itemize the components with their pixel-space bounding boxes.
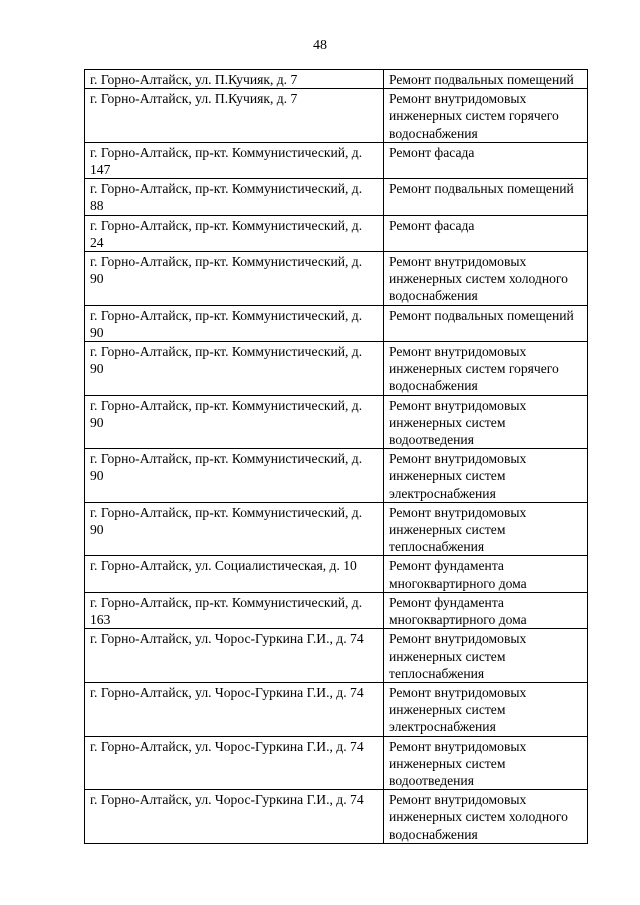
- work-cell: Ремонт внутридомовых инженерных систем теплоснабжения: [384, 502, 588, 556]
- address-cell: г. Горно-Алтайск, пр-кт. Коммунистический, д. 90: [85, 395, 384, 449]
- work-cell: Ремонт внутридомовых инженерных систем горячего водоснабжения: [384, 342, 588, 396]
- table-row: [85, 556, 588, 592]
- work-cell: Ремонт внутридомовых инженерных систем холодного водоснабжения: [384, 790, 588, 844]
- work-cell: Ремонт внутридомовых инженерных систем холодного водоснабжения: [384, 252, 588, 306]
- table-row: [85, 502, 588, 556]
- work-cell: Ремонт подвальных помещений: [384, 70, 588, 89]
- address-cell: г. Горно-Алтайск, пр-кт. Коммунистический, д. 90: [85, 252, 384, 306]
- address-cell: г. Горно-Алтайск, ул. Чорос-Гуркина Г.И., д. 74: [85, 736, 384, 790]
- work-cell: Ремонт фундамента многоквартирного дома: [384, 556, 588, 592]
- works-table: [84, 69, 588, 844]
- table-row: [85, 629, 588, 683]
- table-row: [85, 142, 588, 178]
- address-cell: г. Горно-Алтайск, пр-кт. Коммунистический, д. 147: [85, 142, 384, 178]
- table-row: [85, 682, 588, 736]
- work-cell: Ремонт внутридомовых инженерных систем электроснабжения: [384, 682, 588, 736]
- address-cell: г. Горно-Алтайск, пр-кт. Коммунистический, д. 90: [85, 502, 384, 556]
- work-cell: Ремонт внутридомовых инженерных систем электроснабжения: [384, 449, 588, 503]
- address-cell: г. Горно-Алтайск, ул. Чорос-Гуркина Г.И., д. 74: [85, 629, 384, 683]
- address-cell: г. Горно-Алтайск, пр-кт. Коммунистический, д. 88: [85, 179, 384, 215]
- work-cell: Ремонт подвальных помещений: [384, 305, 588, 341]
- work-cell: Ремонт фасада: [384, 215, 588, 251]
- address-cell: г. Горно-Алтайск, ул. П.Кучияк, д. 7: [85, 89, 384, 143]
- address-cell: г. Горно-Алтайск, ул. П.Кучияк, д. 7: [85, 70, 384, 89]
- work-cell: Ремонт фундамента многоквартирного дома: [384, 592, 588, 628]
- table-row: [85, 592, 588, 628]
- work-cell: Ремонт подвальных помещений: [384, 179, 588, 215]
- table-row: [85, 449, 588, 503]
- address-cell: г. Горно-Алтайск, ул. Социалистическая, д. 10: [85, 556, 384, 592]
- table-row: [85, 70, 588, 89]
- work-cell: Ремонт внутридомовых инженерных систем водоотведения: [384, 395, 588, 449]
- table-row: [85, 252, 588, 306]
- address-cell: г. Горно-Алтайск, пр-кт. Коммунистический, д. 24: [85, 215, 384, 251]
- address-cell: г. Горно-Алтайск, пр-кт. Коммунистический, д. 163: [85, 592, 384, 628]
- address-cell: г. Горно-Алтайск, пр-кт. Коммунистический, д. 90: [85, 305, 384, 341]
- address-cell: г. Горно-Алтайск, ул. Чорос-Гуркина Г.И., д. 74: [85, 682, 384, 736]
- table-row: [85, 215, 588, 251]
- page-number: 48: [313, 38, 327, 53]
- table-row: [85, 342, 588, 396]
- address-cell: г. Горно-Алтайск, пр-кт. Коммунистический, д. 90: [85, 342, 384, 396]
- work-cell: Ремонт внутридомовых инженерных систем теплоснабжения: [384, 629, 588, 683]
- address-cell: г. Горно-Алтайск, ул. Чорос-Гуркина Г.И., д. 74: [85, 790, 384, 844]
- table-row: [85, 179, 588, 215]
- table-row: [85, 736, 588, 790]
- work-cell: Ремонт внутридомовых инженерных систем водоотведения: [384, 736, 588, 790]
- table-row: [85, 790, 588, 844]
- work-cell: Ремонт фасада: [384, 142, 588, 178]
- table-row: [85, 395, 588, 449]
- table-row: [85, 305, 588, 341]
- work-cell: Ремонт внутридомовых инженерных систем горячего водоснабжения: [384, 89, 588, 143]
- table-row: [85, 89, 588, 143]
- address-cell: г. Горно-Алтайск, пр-кт. Коммунистический, д. 90: [85, 449, 384, 503]
